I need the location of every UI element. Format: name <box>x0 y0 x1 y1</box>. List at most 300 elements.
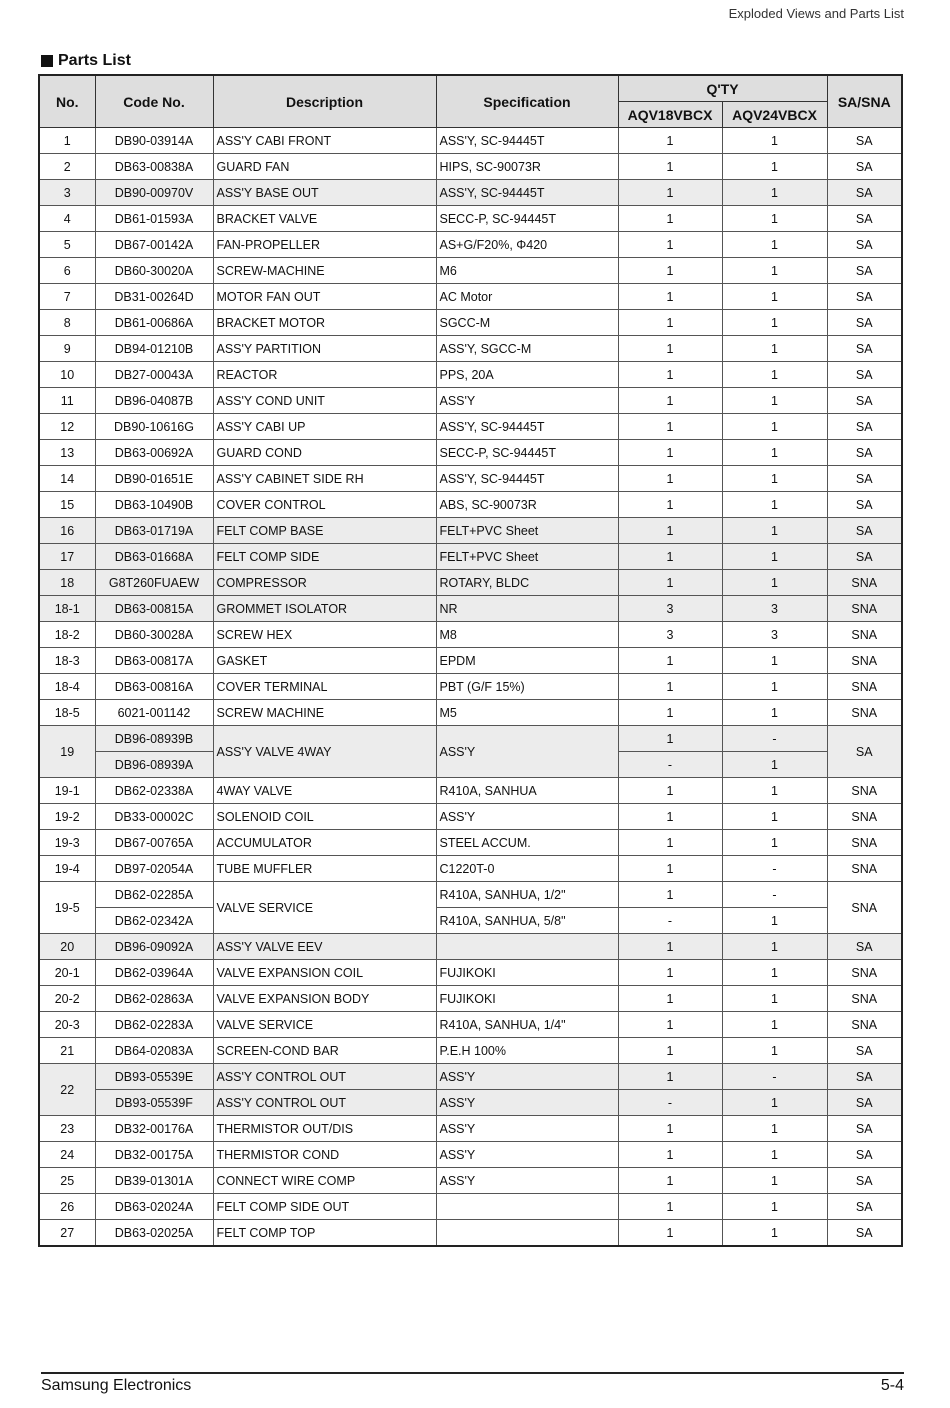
cell-qty-model-1: 1 <box>618 258 722 284</box>
cell-description: BRACKET MOTOR <box>213 310 436 336</box>
cell-description: VALVE SERVICE <box>213 882 436 934</box>
cell-specification: PPS, 20A <box>436 362 618 388</box>
cell-qty-model-1: 1 <box>618 232 722 258</box>
cell-description: COVER TERMINAL <box>213 674 436 700</box>
cell-code: DB31-00264D <box>95 284 213 310</box>
cell-description: COMPRESSOR <box>213 570 436 596</box>
cell-qty-model-1: 1 <box>618 1064 722 1090</box>
cell-qty-model-2: 1 <box>722 388 827 414</box>
cell-description: ASS'Y VALVE 4WAY <box>213 726 436 778</box>
cell-specification: R410A, SANHUA, 5/8" <box>436 908 618 934</box>
cell-code: 6021-001142 <box>95 700 213 726</box>
table-body <box>39 128 902 1247</box>
cell-code: DB94-01210B <box>95 336 213 362</box>
table-row <box>39 1116 902 1142</box>
cell-sasna: SA <box>827 388 902 414</box>
cell-code: DB96-08939B <box>95 726 213 752</box>
cell-description: ASS'Y VALVE EEV <box>213 934 436 960</box>
cell-no: 25 <box>39 1168 95 1194</box>
cell-specification: R410A, SANHUA, 1/2" <box>436 882 618 908</box>
cell-code: DB33-00002C <box>95 804 213 830</box>
cell-qty-model-2: 1 <box>722 518 827 544</box>
cell-code: G8T260FUAEW <box>95 570 213 596</box>
cell-sasna: SA <box>827 1168 902 1194</box>
table-row <box>39 570 902 596</box>
cell-no: 3 <box>39 180 95 206</box>
cell-no: 4 <box>39 206 95 232</box>
cell-specification: PBT (G/F 15%) <box>436 674 618 700</box>
table-header <box>39 75 902 128</box>
cell-description: ASS'Y CABI FRONT <box>213 128 436 154</box>
cell-code: DB93-05539F <box>95 1090 213 1116</box>
cell-description: ASS'Y CONTROL OUT <box>213 1064 436 1090</box>
cell-code: DB63-00692A <box>95 440 213 466</box>
cell-sasna: SNA <box>827 960 902 986</box>
cell-no: 13 <box>39 440 95 466</box>
cell-code: DB90-03914A <box>95 128 213 154</box>
cell-qty-model-2: 1 <box>722 206 827 232</box>
cell-qty-model-1: 1 <box>618 310 722 336</box>
cell-sasna: SA <box>827 284 902 310</box>
cell-sasna: SA <box>827 726 902 778</box>
cell-specification: ABS, SC-90073R <box>436 492 618 518</box>
cell-qty-model-2: 1 <box>722 284 827 310</box>
table-row <box>39 206 902 232</box>
cell-qty-model-1: - <box>618 752 722 778</box>
cell-qty-model-2: 1 <box>722 674 827 700</box>
table-row <box>39 154 902 180</box>
cell-qty-model-1: 1 <box>618 1220 722 1247</box>
cell-code: DB96-08939A <box>95 752 213 778</box>
table-row <box>39 336 902 362</box>
table-row <box>39 830 902 856</box>
table-row <box>39 492 902 518</box>
cell-qty-model-2: 1 <box>722 128 827 154</box>
cell-specification: ASS'Y <box>436 388 618 414</box>
cell-qty-model-1: - <box>618 1090 722 1116</box>
cell-code: DB96-09092A <box>95 934 213 960</box>
cell-code: DB64-02083A <box>95 1038 213 1064</box>
table-row <box>39 778 902 804</box>
cell-code: DB27-00043A <box>95 362 213 388</box>
cell-qty-model-2: - <box>722 1064 827 1090</box>
cell-description: SCREEN-COND BAR <box>213 1038 436 1064</box>
cell-no: 19-4 <box>39 856 95 882</box>
cell-qty-model-2: 1 <box>722 544 827 570</box>
cell-no: 20-1 <box>39 960 95 986</box>
cell-code: DB63-01668A <box>95 544 213 570</box>
footer-rule <box>41 1372 904 1374</box>
cell-specification: ROTARY, BLDC <box>436 570 618 596</box>
cell-no: 1 <box>39 128 95 154</box>
cell-qty-model-2: 1 <box>722 570 827 596</box>
cell-qty-model-2: 1 <box>722 362 827 388</box>
cell-code: DB63-02024A <box>95 1194 213 1220</box>
table-row <box>39 466 902 492</box>
cell-specification: AS+G/F20%, Φ420 <box>436 232 618 258</box>
cell-description: ASS'Y PARTITION <box>213 336 436 362</box>
cell-qty-model-1: 1 <box>618 180 722 206</box>
cell-qty-model-2: 1 <box>722 986 827 1012</box>
cell-sasna: SNA <box>827 986 902 1012</box>
cell-code: DB63-00838A <box>95 154 213 180</box>
table-row <box>39 232 902 258</box>
cell-sasna: SA <box>827 518 902 544</box>
cell-sasna: SNA <box>827 830 902 856</box>
table-row <box>39 1142 902 1168</box>
cell-sasna: SA <box>827 1064 902 1090</box>
cell-description: SCREW-MACHINE <box>213 258 436 284</box>
cell-specification: AC Motor <box>436 284 618 310</box>
cell-no: 24 <box>39 1142 95 1168</box>
cell-no: 17 <box>39 544 95 570</box>
cell-code: DB97-02054A <box>95 856 213 882</box>
cell-sasna: SNA <box>827 778 902 804</box>
cell-qty-model-2: - <box>722 726 827 752</box>
cell-description: FELT COMP SIDE <box>213 544 436 570</box>
cell-no: 22 <box>39 1064 95 1116</box>
cell-description: MOTOR FAN OUT <box>213 284 436 310</box>
cell-qty-model-2: 3 <box>722 622 827 648</box>
cell-qty-model-1: 1 <box>618 648 722 674</box>
cell-qty-model-2: 1 <box>722 1090 827 1116</box>
cell-description: ACCUMULATOR <box>213 830 436 856</box>
cell-specification: ASS'Y <box>436 1142 618 1168</box>
cell-sasna: SA <box>827 466 902 492</box>
cell-code: DB63-10490B <box>95 492 213 518</box>
cell-qty-model-2: 1 <box>722 830 827 856</box>
cell-code: DB62-02283A <box>95 1012 213 1038</box>
cell-code: DB63-00816A <box>95 674 213 700</box>
cell-no: 19-2 <box>39 804 95 830</box>
cell-no: 27 <box>39 1220 95 1247</box>
cell-description: CONNECT WIRE COMP <box>213 1168 436 1194</box>
table-row <box>39 804 902 830</box>
cell-sasna: SA <box>827 206 902 232</box>
cell-specification: SECC-P, SC-94445T <box>436 440 618 466</box>
cell-sasna: SA <box>827 1194 902 1220</box>
cell-qty-model-2: 3 <box>722 596 827 622</box>
table-row <box>39 1038 902 1064</box>
table-row <box>39 622 902 648</box>
cell-specification <box>436 1194 618 1220</box>
cell-specification: NR <box>436 596 618 622</box>
cell-specification: M5 <box>436 700 618 726</box>
cell-specification: ASS'Y, SC-94445T <box>436 414 618 440</box>
cell-qty-model-1: 1 <box>618 960 722 986</box>
cell-qty-model-2: 1 <box>722 492 827 518</box>
header-qty: Q'TY <box>618 75 827 102</box>
header-sasna: SA/SNA <box>827 75 902 128</box>
cell-no: 19 <box>39 726 95 778</box>
cell-sasna: SA <box>827 336 902 362</box>
cell-qty-model-1: 1 <box>618 492 722 518</box>
cell-description: REACTOR <box>213 362 436 388</box>
cell-no: 18-2 <box>39 622 95 648</box>
cell-sasna: SNA <box>827 596 902 622</box>
table-row <box>39 908 902 934</box>
cell-no: 9 <box>39 336 95 362</box>
cell-qty-model-1: 1 <box>618 1038 722 1064</box>
cell-code: DB93-05539E <box>95 1064 213 1090</box>
cell-sasna: SA <box>827 154 902 180</box>
table-row <box>39 674 902 700</box>
cell-specification: P.E.H 100% <box>436 1038 618 1064</box>
cell-description: ASS'Y BASE OUT <box>213 180 436 206</box>
cell-sasna: SNA <box>827 622 902 648</box>
cell-no: 8 <box>39 310 95 336</box>
cell-specification: FUJIKOKI <box>436 986 618 1012</box>
cell-qty-model-1: 1 <box>618 154 722 180</box>
header-no: No. <box>39 75 95 128</box>
table-row <box>39 284 902 310</box>
cell-qty-model-1: 1 <box>618 466 722 492</box>
cell-description: GROMMET ISOLATOR <box>213 596 436 622</box>
cell-qty-model-1: 3 <box>618 596 722 622</box>
cell-specification: ASS'Y, SC-94445T <box>436 466 618 492</box>
cell-sasna: SA <box>827 492 902 518</box>
section-title-text: Parts List <box>58 52 131 69</box>
cell-qty-model-2: 1 <box>722 310 827 336</box>
cell-no: 21 <box>39 1038 95 1064</box>
cell-sasna: SA <box>827 1220 902 1247</box>
cell-qty-model-2: 1 <box>722 804 827 830</box>
table-row <box>39 258 902 284</box>
footer-page-number: 5-4 <box>880 1377 904 1394</box>
cell-qty-model-2: 1 <box>722 1012 827 1038</box>
cell-specification: FELT+PVC Sheet <box>436 544 618 570</box>
cell-sasna: SNA <box>827 804 902 830</box>
cell-qty-model-1: 1 <box>618 882 722 908</box>
cell-no: 18-5 <box>39 700 95 726</box>
cell-qty-model-2: 1 <box>722 440 827 466</box>
cell-qty-model-2: 1 <box>722 934 827 960</box>
cell-code: DB63-01719A <box>95 518 213 544</box>
cell-qty-model-2: 1 <box>722 336 827 362</box>
cell-qty-model-1: 1 <box>618 700 722 726</box>
cell-code: DB60-30028A <box>95 622 213 648</box>
cell-description: GASKET <box>213 648 436 674</box>
cell-specification: FELT+PVC Sheet <box>436 518 618 544</box>
table-row <box>39 1220 902 1247</box>
cell-qty-model-1: 1 <box>618 414 722 440</box>
cell-code: DB67-00765A <box>95 830 213 856</box>
header-model-2: AQV24VBCX <box>722 102 827 128</box>
cell-sasna: SNA <box>827 648 902 674</box>
cell-qty-model-2: 1 <box>722 154 827 180</box>
table-row <box>39 882 902 908</box>
cell-no: 20-3 <box>39 1012 95 1038</box>
table-row <box>39 596 902 622</box>
cell-description: GUARD COND <box>213 440 436 466</box>
cell-sasna: SNA <box>827 856 902 882</box>
cell-sasna: SA <box>827 180 902 206</box>
cell-no: 11 <box>39 388 95 414</box>
cell-no: 7 <box>39 284 95 310</box>
cell-qty-model-1: 3 <box>618 622 722 648</box>
table-row <box>39 1064 902 1090</box>
cell-code: DB61-01593A <box>95 206 213 232</box>
cell-qty-model-2: 1 <box>722 1116 827 1142</box>
table-row <box>39 1168 902 1194</box>
cell-sasna: SA <box>827 362 902 388</box>
table-row <box>39 414 902 440</box>
cell-sasna: SNA <box>827 674 902 700</box>
table-row <box>39 648 902 674</box>
cell-description: BRACKET VALVE <box>213 206 436 232</box>
cell-code: DB63-00817A <box>95 648 213 674</box>
cell-no: 18-1 <box>39 596 95 622</box>
cell-qty-model-2: 1 <box>722 1194 827 1220</box>
cell-no: 18-4 <box>39 674 95 700</box>
table-row <box>39 440 902 466</box>
cell-qty-model-1: 1 <box>618 1168 722 1194</box>
cell-no: 5 <box>39 232 95 258</box>
table-row <box>39 700 902 726</box>
cell-qty-model-2: 1 <box>722 648 827 674</box>
cell-qty-model-1: 1 <box>618 336 722 362</box>
cell-description: THERMISTOR OUT/DIS <box>213 1116 436 1142</box>
cell-code: DB96-04087B <box>95 388 213 414</box>
cell-sasna: SA <box>827 440 902 466</box>
cell-no: 16 <box>39 518 95 544</box>
cell-specification: ASS'Y <box>436 1168 618 1194</box>
cell-specification: M8 <box>436 622 618 648</box>
cell-description: TUBE MUFFLER <box>213 856 436 882</box>
table-row <box>39 986 902 1012</box>
cell-specification: FUJIKOKI <box>436 960 618 986</box>
cell-specification: SECC-P, SC-94445T <box>436 206 618 232</box>
header-code: Code No. <box>95 75 213 128</box>
cell-qty-model-1: 1 <box>618 674 722 700</box>
cell-description: FAN-PROPELLER <box>213 232 436 258</box>
table-row <box>39 856 902 882</box>
cell-qty-model-2: 1 <box>722 700 827 726</box>
footer-company: Samsung Electronics <box>41 1377 192 1394</box>
cell-specification: R410A, SANHUA, 1/4" <box>436 1012 618 1038</box>
cell-specification: SGCC-M <box>436 310 618 336</box>
cell-code: DB62-02342A <box>95 908 213 934</box>
cell-qty-model-1: 1 <box>618 804 722 830</box>
cell-qty-model-2: 1 <box>722 960 827 986</box>
cell-code: DB90-00970V <box>95 180 213 206</box>
cell-description: SCREW HEX <box>213 622 436 648</box>
cell-code: DB62-03964A <box>95 960 213 986</box>
table-row <box>39 960 902 986</box>
cell-description: FELT COMP BASE <box>213 518 436 544</box>
cell-no: 10 <box>39 362 95 388</box>
cell-code: DB39-01301A <box>95 1168 213 1194</box>
table-row <box>39 362 902 388</box>
cell-qty-model-1: 1 <box>618 544 722 570</box>
cell-sasna: SA <box>827 1038 902 1064</box>
cell-no: 20-2 <box>39 986 95 1012</box>
cell-no: 2 <box>39 154 95 180</box>
cell-sasna: SNA <box>827 570 902 596</box>
header-specification: Specification <box>436 75 618 128</box>
cell-qty-model-1: 1 <box>618 206 722 232</box>
table-row <box>39 1012 902 1038</box>
cell-qty-model-1: 1 <box>618 1116 722 1142</box>
cell-sasna: SA <box>827 1142 902 1168</box>
cell-code: DB61-00686A <box>95 310 213 336</box>
cell-code: DB63-02025A <box>95 1220 213 1247</box>
cell-sasna: SA <box>827 934 902 960</box>
cell-sasna: SA <box>827 544 902 570</box>
cell-no: 6 <box>39 258 95 284</box>
cell-description: FELT COMP SIDE OUT <box>213 1194 436 1220</box>
table-row <box>39 388 902 414</box>
square-bullet-icon <box>41 55 53 67</box>
cell-description: ASS'Y CONTROL OUT <box>213 1090 436 1116</box>
cell-description: VALVE EXPANSION BODY <box>213 986 436 1012</box>
cell-qty-model-2: 1 <box>722 1038 827 1064</box>
running-header: Exploded Views and Parts List <box>728 6 904 21</box>
table-row <box>39 310 902 336</box>
cell-qty-model-2: 1 <box>722 258 827 284</box>
cell-specification: HIPS, SC-90073R <box>436 154 618 180</box>
table-row <box>39 1090 902 1116</box>
cell-sasna: SNA <box>827 882 902 934</box>
cell-qty-model-2: 1 <box>722 180 827 206</box>
cell-qty-model-2: 1 <box>722 1168 827 1194</box>
table-row <box>39 518 902 544</box>
cell-sasna: SA <box>827 310 902 336</box>
cell-qty-model-1: 1 <box>618 1194 722 1220</box>
cell-no: 18 <box>39 570 95 596</box>
cell-specification: ASS'Y <box>436 1064 618 1090</box>
cell-code: DB62-02863A <box>95 986 213 1012</box>
parts-table <box>38 74 903 1247</box>
cell-description: SOLENOID COIL <box>213 804 436 830</box>
cell-sasna: SA <box>827 258 902 284</box>
cell-sasna: SA <box>827 232 902 258</box>
cell-qty-model-1: 1 <box>618 986 722 1012</box>
cell-code: DB32-00176A <box>95 1116 213 1142</box>
cell-qty-model-1: 1 <box>618 1012 722 1038</box>
cell-description: 4WAY VALVE <box>213 778 436 804</box>
cell-no: 15 <box>39 492 95 518</box>
cell-qty-model-1: 1 <box>618 856 722 882</box>
cell-qty-model-1: 1 <box>618 388 722 414</box>
cell-qty-model-1: - <box>618 908 722 934</box>
cell-qty-model-1: 1 <box>618 518 722 544</box>
cell-qty-model-2: 1 <box>722 908 827 934</box>
cell-specification <box>436 1220 618 1247</box>
cell-qty-model-2: 1 <box>722 1220 827 1247</box>
table-row <box>39 128 902 154</box>
cell-qty-model-2: 1 <box>722 752 827 778</box>
cell-no: 12 <box>39 414 95 440</box>
table-row <box>39 1194 902 1220</box>
cell-code: DB62-02285A <box>95 882 213 908</box>
cell-qty-model-1: 1 <box>618 440 722 466</box>
cell-no: 26 <box>39 1194 95 1220</box>
cell-specification: ASS'Y, SGCC-M <box>436 336 618 362</box>
cell-sasna: SA <box>827 1116 902 1142</box>
table-row <box>39 544 902 570</box>
cell-code: DB62-02338A <box>95 778 213 804</box>
cell-description: THERMISTOR COND <box>213 1142 436 1168</box>
cell-specification <box>436 934 618 960</box>
cell-qty-model-1: 1 <box>618 778 722 804</box>
cell-description: VALVE SERVICE <box>213 1012 436 1038</box>
section-title <box>41 52 131 70</box>
cell-code: DB60-30020A <box>95 258 213 284</box>
cell-no: 20 <box>39 934 95 960</box>
cell-specification: ASS'Y, SC-94445T <box>436 128 618 154</box>
cell-qty-model-2: 1 <box>722 414 827 440</box>
